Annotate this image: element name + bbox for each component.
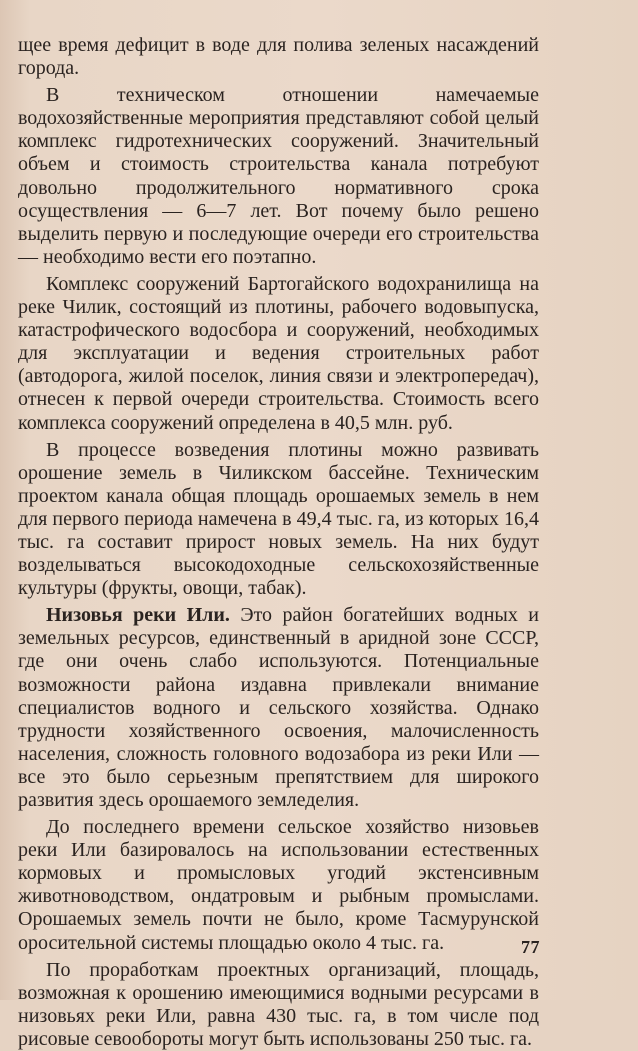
section-heading: Низовья реки Или.	[46, 604, 230, 627]
paragraph-text: В техническом отношении намечаемые водохозяйственные мероприятия представляют собой целый комплекс гидротехнических сооружений. Значительный объем и стоимость строительства канала потребуют довольно продолжительного нормативного срока осуществления — 6—7 лет. Вот почему было решено выделить первую и последующие очереди его строительства — необходимо вести его поэтапно.	[18, 84, 539, 268]
paragraph-chilik-irrigation	[18, 439, 539, 601]
paragraph-bartogay-reservoir	[18, 273, 539, 435]
paragraph-text: щее время дефицит в воде для полива зеленых насаждений города.	[18, 34, 539, 80]
paragraph-irrigation-potential	[18, 959, 539, 1051]
body-text	[18, 34, 539, 1051]
paragraph-ili-lowlands	[18, 604, 539, 812]
paragraph-continuation	[18, 34, 539, 80]
paragraph-text: Комплекс сооружений Бартогайского водохранилища на реке Чилик, состоящий из плотины, рабочего водовыпуска, катастрофического водосбора и сооружений, необходимых для эксплуатации и ведения строительных работ (автодорога, жилой поселок, линия связи и электропередач), отнесен к первой очереди строительства. Стоимость всего комплекса сооружений определена в 40,5 млн. руб.	[18, 272, 539, 434]
paragraph-text: Это район богатейших водных и земельных ресурсов, единственный в аридной зоне СССР, где они очень слабо используются. Потенциальные возможности района издавна привлекали внимание специалистов водного и сельского хозяйства. Однако трудности хозяйственного освоения, малочисленность населения, сложность головного водозабора из реки Или — все это было серьезным препятствием для широкого развития здесь орошаемого земледелия.	[18, 604, 540, 811]
paragraph-text: По проработкам проектных организаций, площадь, возможная к орошению имеющимися водными ресурсами в низовьях реки Или, равна 430 тыс. га, в том числе под рисовые севообороты могут быть использованы 250 тыс. га.	[18, 958, 539, 1050]
paragraph-text: До последнего времени сельское хозяйство низовьев реки Или базировалось на использовании естественных кормовых и промысловых угодий экстенсивным животноводством, ондатровым и рыбным промыслами. Орошаемых земель почти не было, кроме Тасмурунской оросительной системы площадью около 4 тыс. га.	[18, 816, 539, 954]
page-number: 77	[521, 937, 540, 957]
paragraph-technical-aspects	[18, 84, 539, 269]
paragraph-agriculture-history	[18, 816, 539, 955]
paragraph-text: В процессе возведения плотины можно развивать орошение земель в Чиликском бассейне. Техническим проектом канала общая площадь орошаемых земель в нем для первого периода намечена в 49,4 тыс. га, из которых 16,4 тыс. га составит прирост новых земель. На них будут возделываться высокодоходные сельскохозяйственные культуры (фрукты, овощи, табак).	[18, 438, 539, 600]
